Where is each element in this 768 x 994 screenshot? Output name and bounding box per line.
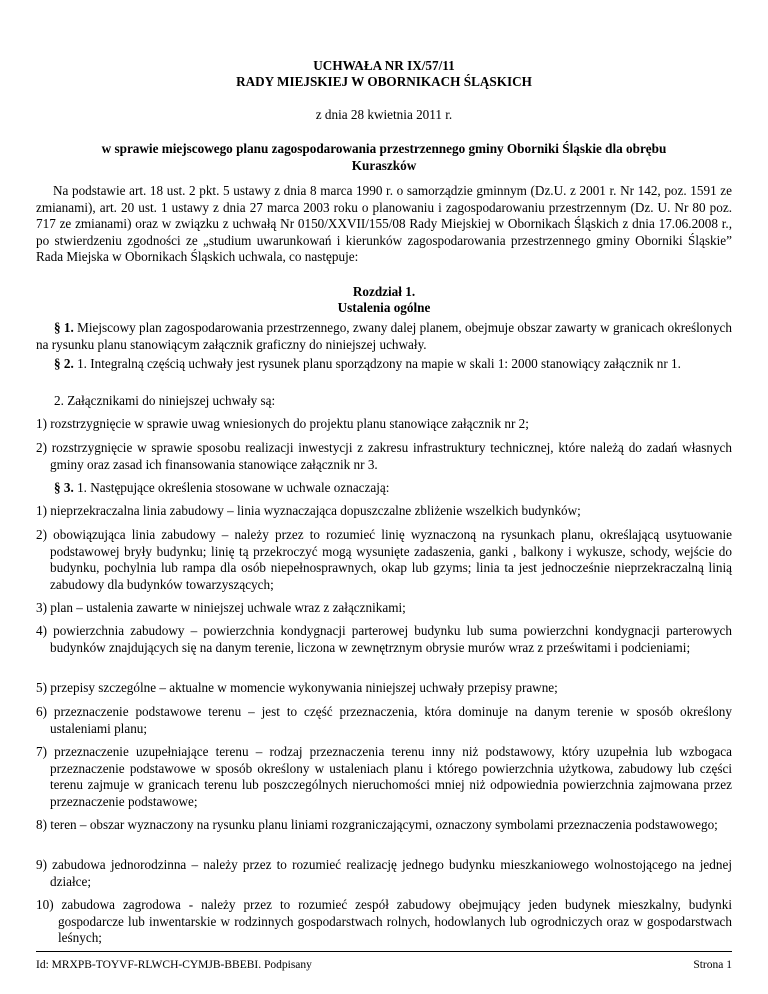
- legal-basis-paragraph: Na podstawie art. 18 ust. 2 pkt. 5 ustawy z dnia 8 marca 1990 r. o samorządzie gminnym (Dz.U. z 2001 r. Nr 142, poz. 1591 ze zmianami), art. 20 ust. 1 ustawy z dnia 27 marca 2003 roku o planowaniu i zagospodarowaniu przestrzennym (Dz. U. Nr 80 poz. 717 ze zmianami) oraz w związku z uchwałą Nr 0150/XXVII/155/08 Rady Miejskiej w Obornikach Śląskich z dnia 17.06.2008 r., po stwierdzeniu zgodności ze „studium uwarunkowań i kierunków zagospodarowania przestrzennego gminy Oborniki Śląskie” Rada Miejska w Obornikach Śląskich uchwala, co następuje:: [36, 183, 732, 264]
- list-item: 1) rozstrzygnięcie w sprawie uwag wniesionych do projektu planu stanowiące załącznik nr 2;: [36, 416, 529, 431]
- list-item: 8) teren – obszar wyznaczony na rysunku planu liniami rozgraniczającymi, oznaczony symbolami przeznaczenia podstawowego;: [36, 817, 718, 832]
- list-item: 9) zabudowa jednorodzinna – należy przez to rozumieć realizację jednego budynku mieszkaniowego wolnostojącego na jednej działce;: [36, 857, 732, 889]
- resolution-date: z dnia 28 kwietnia 2011 r.: [315, 107, 453, 122]
- paragraph-1: [36, 320, 732, 353]
- resolution-subject: w sprawie miejscowego planu zagospodarowania przestrzennego gminy Oborniki Śląskie dla obrębu Kuraszków: [101, 141, 667, 173]
- paragraph-3-mark: § 3.: [54, 480, 74, 495]
- list-item: 2) obowiązująca linia zabudowy – należy przez to rozumieć linię wyznaczoną na rysunkach planu, określającą usytuowanie podstawowej bryły budynku; linię tą przekroczyć mogą wysunięte zadaszenia, ganki , balkony i wykusze, schody, wejście do budynku, pochylnia lub rampa dla osób niepełnosprawnych, okap lub gzyms; linia ta jest jednocześnie nieprzekraczalną linią zabudowy dla budynków towarzyszących;: [36, 527, 732, 592]
- paragraph-2: [36, 356, 732, 373]
- list-item: 1) nieprzekraczalna linia zabudowy – linia wyznaczająca dopuszczalne zbliżenie wszelkich budynków;: [36, 503, 581, 518]
- paragraph-2-sub2: 2. Załącznikami do niniejszej uchwały są:: [54, 393, 276, 408]
- paragraph-2-text: 1. Integralną częścią uchwały jest rysunek planu sporządzony na mapie w skali 1: 2000 stanowiący załącznik nr 1.: [77, 356, 681, 371]
- paragraph-3-text: 1. Następujące określenia stosowane w uchwale oznaczają:: [77, 480, 390, 495]
- paragraph-1-text: Miejscowy plan zagospodarowania przestrzennego, zwany dalej planem, obejmuje obszar zawarty w granicach określonych na rysunku planu stanowiącym załącznik graficzny do niniejszej uchwały.: [36, 320, 732, 352]
- list-item: 3) plan – ustalenia zawarte w niniejszej uchwale wraz z załącznikami;: [36, 600, 406, 615]
- list-item: 5) przepisy szczególne – aktualne w momencie wykonywania niniejszej uchwały przepisy prawne;: [36, 680, 558, 695]
- resolution-title: UCHWAŁA NR IX/57/11: [313, 58, 455, 73]
- paragraph-1-mark: § 1.: [54, 320, 74, 335]
- list-item: 10) zabudowa zagrodowa - należy przez to rozumieć zespół zabudowy obejmujący jeden budynek mieszkalny, budynki gospodarcze lub inwentarskie w rodzinnych gospodarstwach rolnych, hodowlanych lub ogrodniczych oraz w gospodarstwach leśnych;: [36, 897, 732, 945]
- paragraph-2-mark: § 2.: [54, 356, 74, 371]
- list-item: 6) przeznaczenie podstawowe terenu – jest to część przeznaczenia, która dominuje na danym terenie w sposób określony ustaleniami planu;: [36, 704, 732, 736]
- chapter-number: Rozdział 1.: [352, 284, 416, 299]
- council-title: RADY MIEJSKIEJ W OBORNIKACH ŚLĄSKICH: [236, 74, 532, 89]
- list-item: 4) powierzchnia zabudowy – powierzchnia kondygnacji parterowej budynku lub suma powierzchni kondygnacji parterowych budynków znajdujących się na danym terenie, liczona w zewnętrznym obrysie murów wraz z prześwitami i podcieniami;: [36, 623, 732, 655]
- list-item: 7) przeznaczenie uzupełniające terenu – rodzaj przeznaczenia terenu inny niż podstawowy, który uzupełnia lub wzbogaca przeznaczenie podstawowe w sposób określony w ustaleniach planu i którego powierzchnia użytkowa, zabudowy lub części terenu zajmuje w granicach terenu lub poszczególnych nieruchomości mniej niż odpowiednia powierzchnia zajmowana przez przeznaczenie podstawowe;: [36, 744, 732, 809]
- document-id: Id: MRXPB-TOYVF-RLWCH-CYMJB-BBEBI. Podpisany: [36, 959, 312, 971]
- chapter-title: Ustalenia ogólne: [337, 300, 431, 315]
- page-number: Strona 1: [693, 959, 732, 971]
- list-item: 2) rozstrzygnięcie w sprawie sposobu realizacji inwestycji z zakresu infrastruktury technicznej, które należą do zadań własnych gminy oraz zasad ich finansowania stanowiące załącznik nr 3.: [36, 440, 732, 472]
- footer-divider: [36, 951, 732, 952]
- paragraph-3: [36, 480, 732, 497]
